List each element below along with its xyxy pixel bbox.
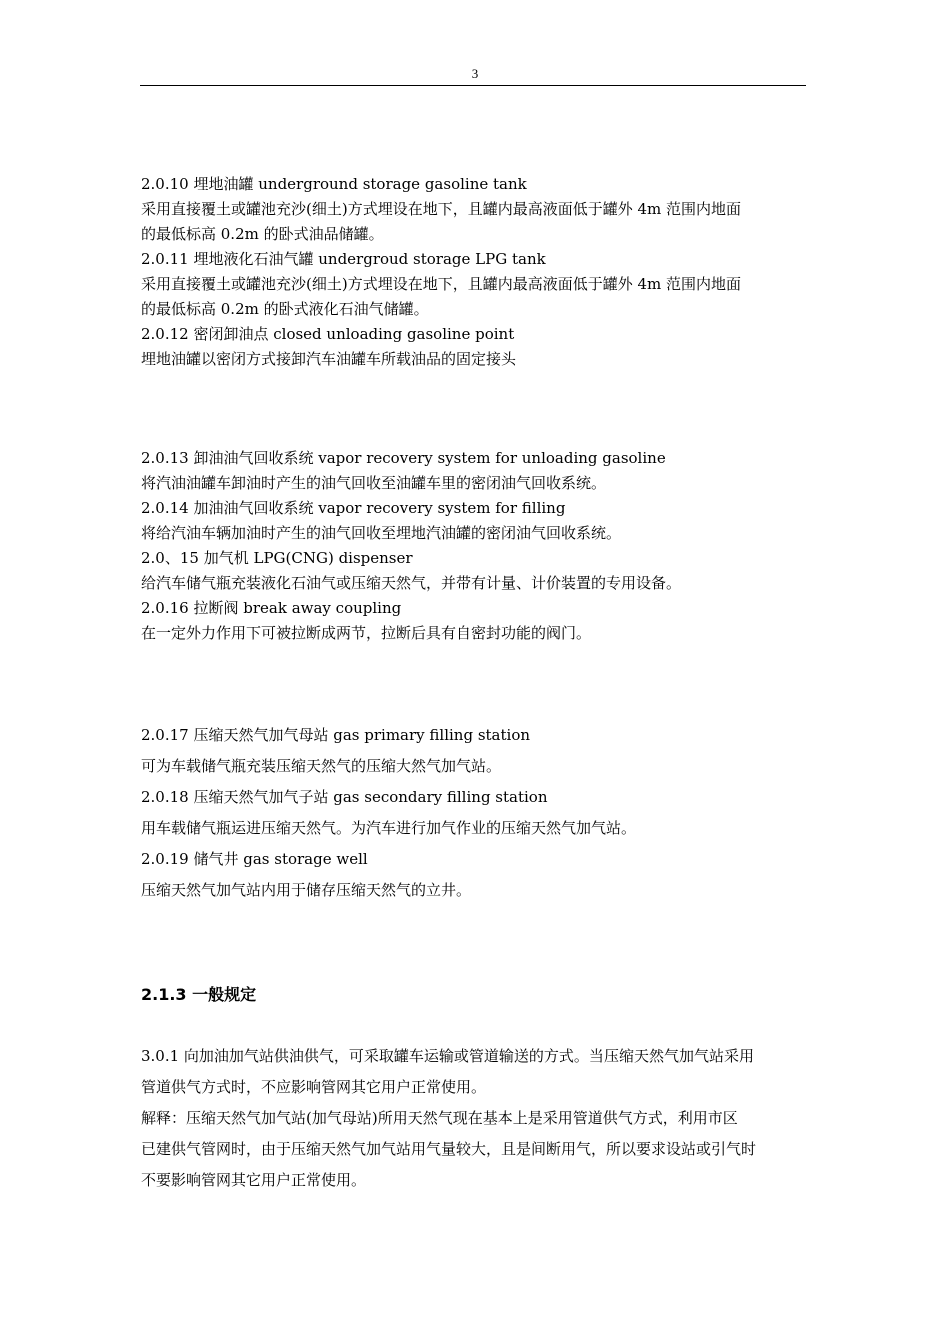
document-body [141,172,807,1196]
text-line: 埋地油罐以密闭方式接卸汽车油罐车所载油品的固定接头 [141,350,517,368]
text-line: 2.0、15 加气机 LPG(CNG) dispenser [141,549,413,567]
text-line: 2.0.12 密闭卸油点 closed unloading gasoline point [141,325,515,343]
text-line: 2.0.13 卸油油气回收系统 vapor recovery system for unloading gasoline [141,449,666,467]
text-line: 2.0.16 拉断阀 break away coupling [141,599,402,617]
text-line: 解释：压缩天然气加气站(加气母站)所用天然气现在基本上是采用管道供气方式，利用市区 [141,1109,738,1127]
text-line: 采用直接覆土或罐池充沙(细土)方式埋设在地下，且罐内最高液面低于罐外 4m 范围内地面 [141,275,742,293]
text-line: 给汽车储气瓶充装液化石油气或压缩天然气，并带有计量、计价装置的专用设备。 [141,574,682,592]
text-line: 不要影响管网其它用户正常使用。 [141,1171,367,1189]
text-line: 可为车载储气瓶充装压缩天然气的压缩大然气加气站。 [141,757,502,775]
text-line: 2.0.18 压缩天然气加气子站 gas secondary filling station [141,788,548,806]
header-rule [140,85,806,86]
text-line: 采用直接覆土或罐池充沙(细土)方式埋设在地下，且罐内最高液面低于罐外 4m 范围内地面 [141,200,742,218]
text-line: 2.0.10 埋地油罐 underground storage gasoline tank [141,175,527,193]
definitions-block-2 [141,446,807,646]
text-line: 的最低标高 0.2m 的卧式油品储罐。 [141,225,384,243]
text-line: 用车载储气瓶运进压缩天然气。为汽车进行加气作业的压缩天然气加气站。 [141,819,637,837]
text-line: 将汽油油罐车卸油时产生的油气回收至油罐车里的密闭油气回收系统。 [141,474,607,492]
text-line: 的最低标高 0.2m 的卧式液化石油气储罐。 [141,300,429,318]
text-line: 3.0.1 向加油加气站供油供气，可采取罐车运输或管道输送的方式。当压缩天然气加气站采用 [141,1047,754,1065]
text-line: 压缩天然气加气站内用于储存压缩天然气的立井。 [141,881,472,899]
text-line: 2.0.11 埋地液化石油气罐 undergroud storage LPG tank [141,250,546,268]
text-line: 2.0.17 压缩天然气加气母站 gas primary filling station [141,726,531,744]
text-line: 已建供气管网时，由于压缩天然气加气站用气量较大，且是间断用气，所以要求设站或引气时 [141,1140,757,1158]
section-heading: 2.1.3 一般规定 [141,985,257,1004]
text-line: 2.0.14 加油油气回收系统 vapor recovery system for filling [141,499,566,517]
text-line: 2.0.19 储气井 gas storage well [141,850,368,868]
text-line: 在一定外力作用下可被拉断成两节，拉断后具有自密封功能的阀门。 [141,624,592,642]
page-number: 3 [471,66,479,81]
general-provisions-block [141,1041,807,1196]
text-line: 管道供气方式时，不应影响管网其它用户正常使用。 [141,1078,487,1096]
definitions-block-3 [141,720,807,906]
text-line: 将给汽油车辆加油时产生的油气回收至埋地汽油罐的密闭油气回收系统。 [141,524,622,542]
definitions-block-1 [141,172,807,372]
